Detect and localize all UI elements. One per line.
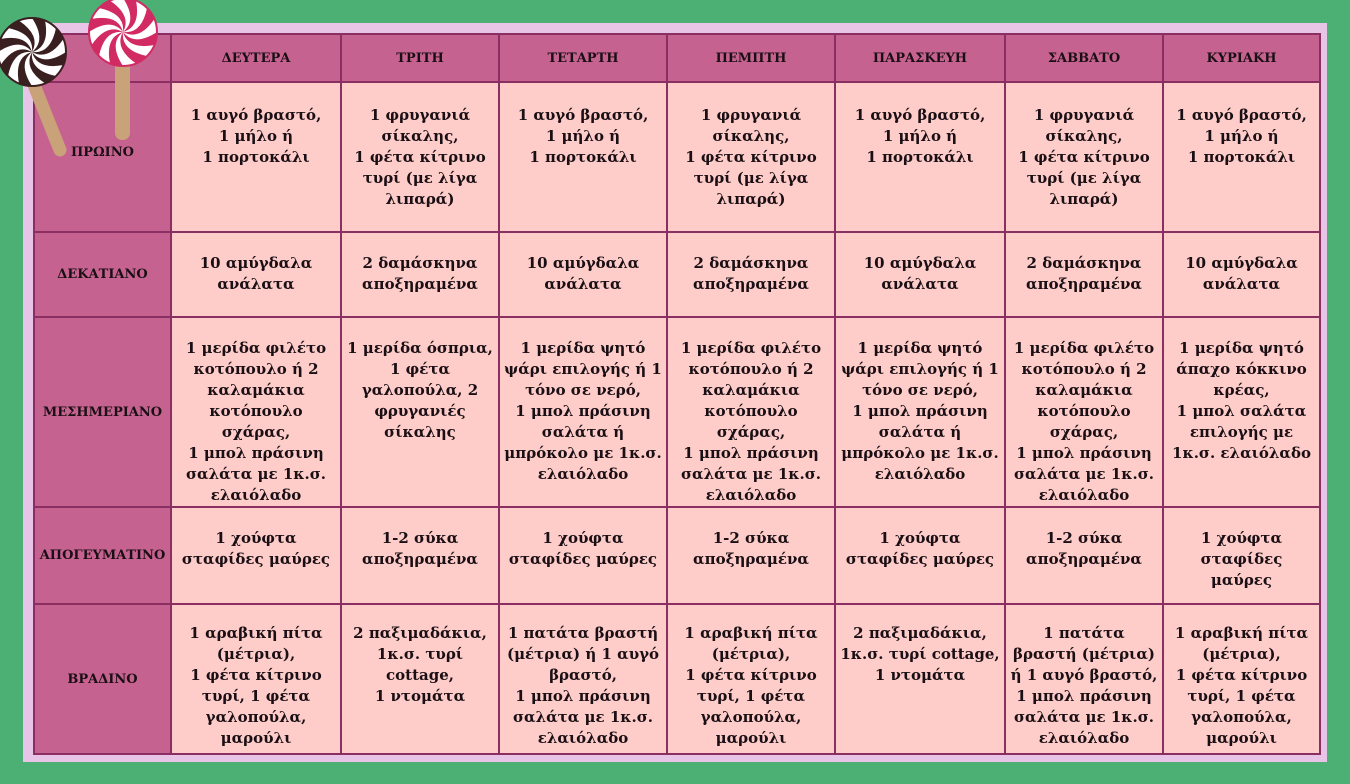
meal-cell: 1 πατάτα βραστή (μέτρια) ή 1 αυγό βραστό, 1 μπολ πράσινη σαλάτα με 1κ.σ. ελαιόλαδο bbox=[499, 604, 667, 754]
meal-cell: 2 δαμάσκηνα αποξηραμένα bbox=[667, 232, 835, 317]
meal-cell: 2 παξιμαδάκια, 1κ.σ. τυρί cottage, 1 ντομάτα bbox=[835, 604, 1005, 754]
meal-cell: 1 μερίδα φιλέτο κοτόπουλο ή 2 καλαμάκια κοτόπουλο σχάρας, 1 μπολ πράσινη σαλάτα με 1κ.σ. ελαιόλαδο bbox=[667, 317, 835, 507]
lollipop-right-icon bbox=[82, 0, 164, 146]
meal-cell: 1 μερίδα φιλέτο κοτόπουλο ή 2 καλαμάκια κοτόπουλο σχάρας, 1 μπολ πράσινη σαλάτα με 1κ.σ. ελαιόλαδο bbox=[171, 317, 341, 507]
day-header-sunday: ΚΥΡΙΑΚΗ bbox=[1163, 34, 1320, 82]
meal-cell: 1 μερίδα ψητό ψάρι επιλογής ή 1 τόνο σε νερό, 1 μπολ πράσινη σαλάτα ή μπρόκολο με 1κ.σ. ελαιόλαδο bbox=[835, 317, 1005, 507]
meal-cell: 1 φρυγανιά σίκαλης, 1 φέτα κίτρινο τυρί (με λίγα λιπαρά) bbox=[1005, 82, 1163, 232]
meal-cell: 10 αμύγδαλα ανάλατα bbox=[499, 232, 667, 317]
day-header-wednesday: ΤΕΤΑΡΤΗ bbox=[499, 34, 667, 82]
meal-cell: 1 φρυγανιά σίκαλης, 1 φέτα κίτρινο τυρί (με λίγα λιπαρά) bbox=[667, 82, 835, 232]
meal-cell: 2 παξιμαδάκια, 1κ.σ. τυρί cottage, 1 ντομάτα bbox=[341, 604, 499, 754]
meal-row-lunch bbox=[34, 317, 1320, 507]
meal-cell: 1 μερίδα φιλέτο κοτόπουλο ή 2 καλαμάκια κοτόπουλο σχάρας, 1 μπολ πράσινη σαλάτα με 1κ.σ. ελαιόλαδο bbox=[1005, 317, 1163, 507]
meal-cell: 1-2 σύκα αποξηραμένα bbox=[341, 507, 499, 604]
meal-cell: 1 αραβική πίτα (μέτρια), 1 φέτα κίτρινο τυρί, 1 φέτα γαλοπούλα, μαρούλι bbox=[1163, 604, 1320, 754]
meal-row-breakfast bbox=[34, 82, 1320, 232]
meal-cell: 1 αυγό βραστό, 1 μήλο ή 1 πορτοκάλι bbox=[499, 82, 667, 232]
meal-cell: 1-2 σύκα αποξηραμένα bbox=[1005, 507, 1163, 604]
lollipop-left-icon bbox=[0, 10, 78, 160]
weekly-meal-plan-table bbox=[33, 33, 1321, 755]
meal-cell: 1 χούφτα σταφίδες μαύρες bbox=[171, 507, 341, 604]
meal-row-afternoon-snack bbox=[34, 507, 1320, 604]
meal-cell: 1 αραβική πίτα (μέτρια), 1 φέτα κίτρινο τυρί, 1 φέτα γαλοπούλα, μαρούλι bbox=[171, 604, 341, 754]
meal-cell: 1 αυγό βραστό, 1 μήλο ή 1 πορτοκάλι bbox=[171, 82, 341, 232]
meal-label-breakfast: ΠΡΩΙΝΟ bbox=[34, 82, 171, 232]
day-header-monday: ΔΕΥΤΕΡΑ bbox=[171, 34, 341, 82]
meal-cell: 1-2 σύκα αποξηραμένα bbox=[667, 507, 835, 604]
meal-label-lunch: ΜΕΣΗΜΕΡΙΑΝΟ bbox=[34, 317, 171, 507]
meal-cell: 1 αραβική πίτα (μέτρια), 1 φέτα κίτρινο τυρί, 1 φέτα γαλοπούλα, μαρούλι bbox=[667, 604, 835, 754]
day-header-row bbox=[34, 34, 1320, 82]
day-header-thursday: ΠΕΜΠΤΗ bbox=[667, 34, 835, 82]
meal-cell: 1 φρυγανιά σίκαλης, 1 φέτα κίτρινο τυρί (με λίγα λιπαρά) bbox=[341, 82, 499, 232]
meal-cell: 1 χούφτα σταφίδες μαύρες bbox=[835, 507, 1005, 604]
meal-cell: 2 δαμάσκηνα αποξηραμένα bbox=[1005, 232, 1163, 317]
meal-cell: 1 μερίδα ψητό άπαχο κόκκινο κρέας, 1 μπολ σαλάτα επιλογής με 1κ.σ. ελαιόλαδο bbox=[1163, 317, 1320, 507]
meal-row-dinner bbox=[34, 604, 1320, 754]
day-header-friday: ΠΑΡΑΣΚΕΥΗ bbox=[835, 34, 1005, 82]
day-header-saturday: ΣΑΒΒΑΤΟ bbox=[1005, 34, 1163, 82]
meal-cell: 2 δαμάσκηνα αποξηραμένα bbox=[341, 232, 499, 317]
meal-cell: 10 αμύγδαλα ανάλατα bbox=[835, 232, 1005, 317]
meal-cell: 1 πατάτα βραστή (μέτρια) ή 1 αυγό βραστό, 1 μπολ πράσινη σαλάτα με 1κ.σ. ελαιόλαδο bbox=[1005, 604, 1163, 754]
meal-row-morning-snack bbox=[34, 232, 1320, 317]
meal-cell: 1 χούφτα σταφίδες μαύρες bbox=[1163, 507, 1320, 604]
meal-label-dinner: ΒΡΑΔΙΝΟ bbox=[34, 604, 171, 754]
meal-label-morning-snack: ΔΕΚΑΤΙΑΝΟ bbox=[34, 232, 171, 317]
meal-cell: 1 μερίδα όσπρια, 1 φέτα γαλοπούλα, 2 φρυγανιές σίκαλης bbox=[341, 317, 499, 507]
meal-cell: 1 μερίδα ψητό ψάρι επιλογής ή 1 τόνο σε νερό, 1 μπολ πράσινη σαλάτα ή μπρόκολο με 1κ.σ. ελαιόλαδο bbox=[499, 317, 667, 507]
day-header-tuesday: ΤΡΙΤΗ bbox=[341, 34, 499, 82]
meal-cell: 1 αυγό βραστό, 1 μήλο ή 1 πορτοκάλι bbox=[1163, 82, 1320, 232]
meal-cell: 1 αυγό βραστό, 1 μήλο ή 1 πορτοκάλι bbox=[835, 82, 1005, 232]
meal-label-afternoon-snack: ΑΠΟΓΕΥΜΑΤΙΝΟ bbox=[34, 507, 171, 604]
meal-cell: 10 αμύγδαλα ανάλατα bbox=[171, 232, 341, 317]
meal-cell: 10 αμύγδαλα ανάλατα bbox=[1163, 232, 1320, 317]
meal-cell: 1 χούφτα σταφίδες μαύρες bbox=[499, 507, 667, 604]
